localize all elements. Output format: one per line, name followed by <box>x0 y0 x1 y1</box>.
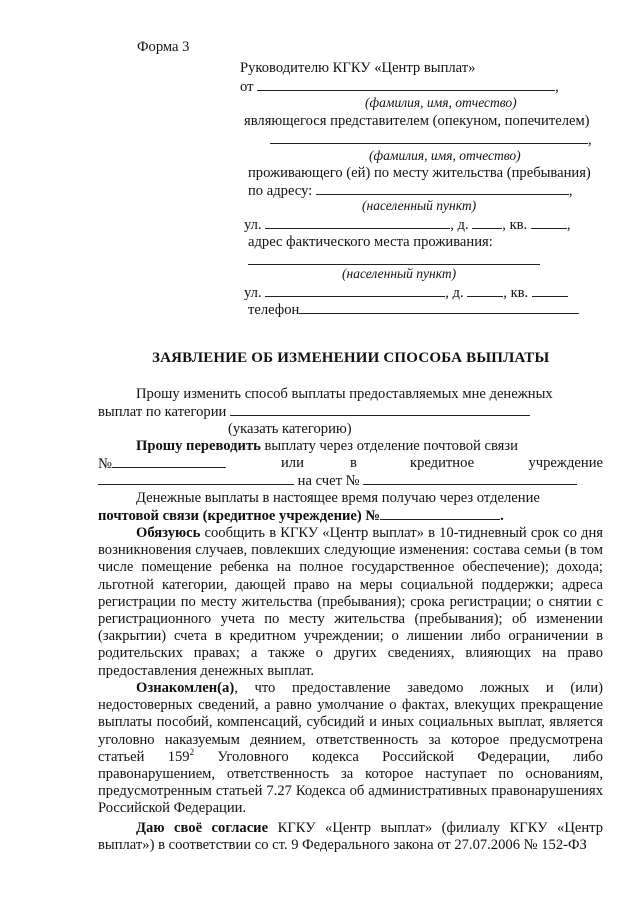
house-field-2[interactable] <box>467 284 503 297</box>
paragraph-obligation <box>98 525 603 680</box>
phone-label: телефон <box>248 302 300 318</box>
residing-line: проживающего (ей) по месту жительства (пребывания) <box>248 165 591 181</box>
p2-line3 <box>98 472 577 490</box>
applicant-name-field[interactable] <box>257 78 555 91</box>
locality-field-1[interactable] <box>316 182 569 195</box>
p4-bold: Обязуюсь <box>136 525 201 541</box>
p4-text: сообщить в КГКУ «Центр выплат» в 10-тидневный срок со дня возникновения случаев, повлекших следующие изменения: состава семьи (в том числе помещение ребенка на полное государственное обеспечение); дохода; льготной категории, дающей право на меры социальной поддержки; адреса регистрации по месту жительства (пребывания); срока регистрации; о снятии с регистрационного учета по месту жительства (пребывания); об изменении (закрытии) счета в кредитном учреждении; о лишении либо ограничении в родительских правах; а также о других сведениях, влияющих на право предоставления денежных выплат. <box>98 525 603 679</box>
institution-field[interactable] <box>98 472 294 485</box>
address-row: по адресу: , <box>248 183 573 199</box>
p2-inst: учреждение <box>528 455 603 471</box>
p3-bold: почтовой связи (кредитное учреждение) № <box>98 508 381 524</box>
representative-name-row: , <box>270 131 592 149</box>
post-office-field[interactable] <box>112 455 226 468</box>
p2-in: в <box>350 455 357 471</box>
current-channel-field[interactable] <box>380 507 500 520</box>
fio-hint-2: (фамилия, имя, отчество) <box>369 148 521 163</box>
locality-hint-2: (населенный пункт) <box>342 266 457 281</box>
phone-row <box>248 301 579 319</box>
p2-bold: Прошу переводить <box>136 438 261 454</box>
street-field-2[interactable] <box>265 284 445 297</box>
actual-address-line: адрес фактического места проживания: <box>248 234 493 250</box>
house-label-1: , д. <box>450 217 469 233</box>
form-label: Форма 3 <box>137 39 190 55</box>
street-label-2: ул. <box>244 285 262 301</box>
p5-bold: Ознакомлен(а) <box>136 680 235 696</box>
p6-text: КГКУ «Центр выплат» (филиалу КГКУ «Центр выплат») в соответствии со ст. 9 Федерального закона от 27.07.2006 № 152-ФЗ <box>98 820 604 854</box>
from-row: от , <box>240 79 559 95</box>
p2-credit: кредитное <box>410 455 475 471</box>
fio-hint-1: (фамилия, имя, отчество) <box>365 95 517 110</box>
p2-rest: выплату через отделение почтовой связи <box>260 438 518 454</box>
phone-field[interactable] <box>299 301 579 314</box>
locality-field-2[interactable] <box>248 252 540 265</box>
p6-bold: Даю своё согласие <box>136 820 269 836</box>
apt-field-2[interactable] <box>532 284 568 297</box>
p5-text1: , что предоставление заведомо ложных и (или) недостоверных сведений, а равно умолчание о фактах, влекущих прекращение выплаты пособий, компенсаций, субсидий и иных социальных выплат, является уголовно наказуемым деянием, ответственность за которое предусмотрена статьей 159 <box>98 680 603 765</box>
street-row-2 <box>244 284 568 302</box>
house-field-1[interactable] <box>472 216 502 229</box>
p5-sup: 2 <box>189 746 195 757</box>
p2-no: № <box>98 456 112 472</box>
p2-account: на счет № <box>297 473 360 489</box>
p2-line1 <box>136 438 518 455</box>
addressee-line: Руководителю КГКУ «Центр выплат» <box>240 60 476 76</box>
house-label-2: , д. <box>445 285 464 301</box>
p5-text2: Уголовного кодекса Российской Федерации, либо правонарушением, ответственность за которое наступает по основаниям, предусмотренным статьей 7.27 Кодекса об административных правонарушениях Российской Федерации. <box>98 748 603 817</box>
representative-name-field[interactable] <box>270 131 588 144</box>
locality-hint-1: (населенный пункт) <box>362 198 477 213</box>
representative-line: являющегося представителем (опекуном, попечителем) <box>244 113 590 129</box>
address-label: по адресу: <box>248 183 313 199</box>
category-hint: (указать категорию) <box>228 421 352 437</box>
apt-label-1: , кв. <box>502 217 528 233</box>
paragraph-consent <box>98 820 603 854</box>
from-label: от <box>240 79 254 95</box>
p3-line2: почтовой связи (кредитное учреждение) № . <box>98 508 504 524</box>
p1-line2-text: выплат по категории <box>98 404 227 421</box>
p1-line1: Прошу изменить способ выплаты предоставляемых мне денежных <box>136 386 553 402</box>
p3-line1: Денежные выплаты в настоящее время получаю через отделение <box>136 490 540 506</box>
street-row-1: ул. , д. , кв. , <box>244 217 571 233</box>
apt-label-2: , кв. <box>503 285 529 301</box>
category-field[interactable] <box>230 403 530 416</box>
paragraph-change-request <box>98 386 603 421</box>
street-label-1: ул. <box>244 217 262 233</box>
street-field-1[interactable] <box>265 216 450 229</box>
p2-line2 <box>98 455 603 473</box>
p1-line2 <box>98 403 603 421</box>
paragraph-acknowledged <box>98 680 603 818</box>
apt-field-1[interactable] <box>531 216 567 229</box>
p2-or: или <box>281 455 304 471</box>
account-field[interactable] <box>363 472 577 485</box>
document-title: ЗАЯВЛЕНИЕ ОБ ИЗМЕНЕНИИ СПОСОБА ВЫПЛАТЫ <box>152 350 550 366</box>
